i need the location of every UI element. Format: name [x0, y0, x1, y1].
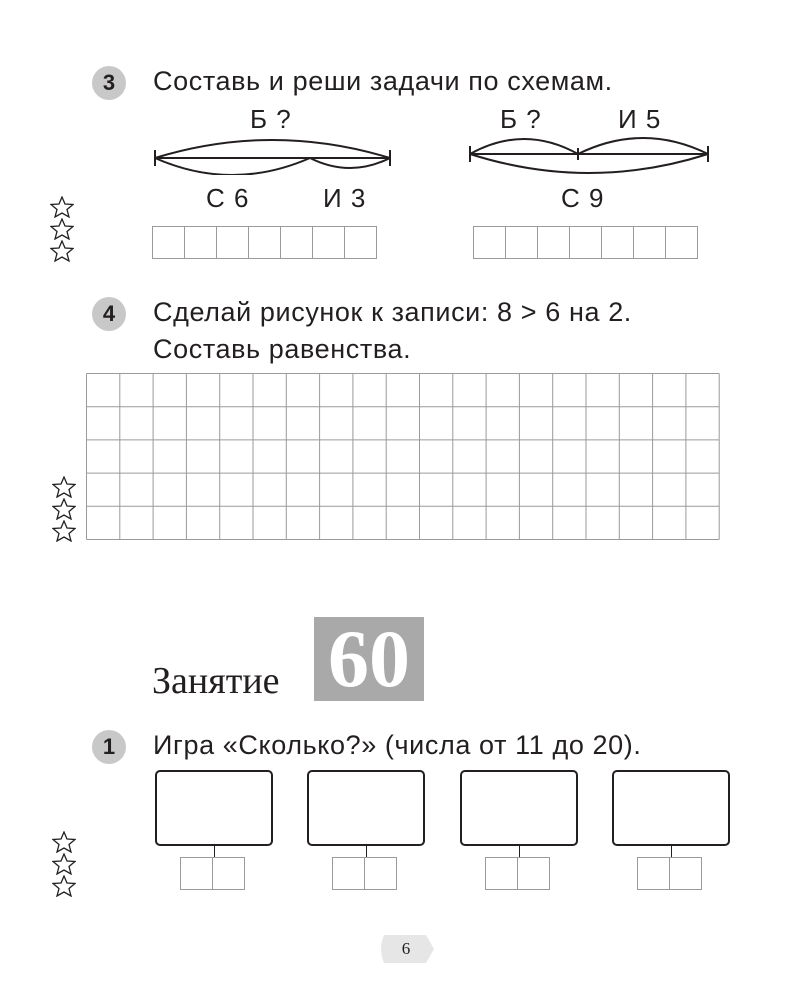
- segment-scheme-2: [465, 130, 715, 175]
- answer-cells-card-1[interactable]: [181, 857, 245, 890]
- counting-card-2[interactable]: [307, 770, 425, 846]
- star-outline-icon: [50, 218, 74, 240]
- lesson-title: Занятие: [152, 660, 280, 702]
- task-number: 1: [102, 734, 116, 759]
- task-instruction-line-2: Составь равенства.: [153, 334, 412, 364]
- lesson-number: 60: [314, 617, 424, 701]
- task-number: 3: [102, 70, 116, 95]
- star-outline-icon: [52, 498, 76, 520]
- star-outline-icon: [52, 476, 76, 498]
- scheme1-bottom-left-label: С 6: [206, 183, 250, 213]
- scheme2-top-left-label: Б ?: [500, 104, 542, 134]
- page-number: 6: [401, 939, 411, 958]
- segment-scheme-1: [150, 130, 400, 175]
- star-outline-icon: [52, 520, 76, 542]
- task-number-badge: [92, 66, 126, 100]
- scheme1-top-label: Б ?: [250, 104, 292, 134]
- star-outline-icon: [50, 240, 74, 262]
- difficulty-stars: [52, 476, 78, 542]
- difficulty-stars: [50, 196, 76, 262]
- task-instruction-line-1: Сделай рисунок к записи: 8 > 6 на 2.: [153, 297, 632, 327]
- task-instruction: Составь и реши задачи по схемам.: [153, 66, 613, 96]
- task-number-badge: [92, 730, 126, 764]
- drawing-grid[interactable]: [86, 373, 722, 543]
- answer-cells-2[interactable]: [474, 226, 698, 259]
- answer-cells-card-4[interactable]: [638, 857, 702, 890]
- task-instruction: Игра «Сколько?» (числа от 11 до 20).: [153, 730, 642, 760]
- star-outline-icon: [52, 853, 76, 875]
- scheme1-bottom-right-label: И 3: [323, 183, 367, 213]
- scheme2-bottom-label: С 9: [561, 183, 605, 213]
- task-number: 4: [102, 301, 116, 326]
- answer-cells-1[interactable]: [153, 226, 377, 259]
- difficulty-stars: [52, 831, 78, 897]
- task-number-badge: [92, 297, 126, 331]
- scheme2-top-right-label: И 5: [618, 104, 662, 134]
- star-outline-icon: [52, 831, 76, 853]
- answer-cells-card-2[interactable]: [333, 857, 397, 890]
- counting-card-1[interactable]: [155, 770, 273, 846]
- star-outline-icon: [52, 875, 76, 897]
- page-number-tab: [376, 933, 436, 965]
- answer-cells-card-3[interactable]: [486, 857, 550, 890]
- counting-card-3[interactable]: [460, 770, 578, 846]
- star-outline-icon: [50, 196, 74, 218]
- counting-card-4[interactable]: [612, 770, 730, 846]
